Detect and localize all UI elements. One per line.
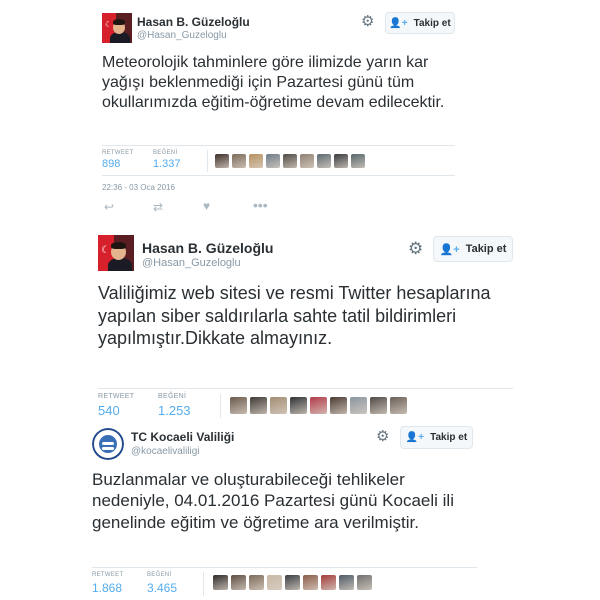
liker-avatar[interactable]: [290, 397, 307, 414]
like-count[interactable]: 3.465: [147, 581, 178, 595]
divider: [102, 175, 455, 176]
stats-separator: [207, 150, 208, 172]
retweet-label: RETWEET: [98, 393, 135, 400]
like-count[interactable]: 1.253: [158, 403, 191, 418]
liker-avatars: [215, 154, 365, 168]
liker-avatar[interactable]: [266, 154, 280, 168]
liker-avatar[interactable]: [357, 575, 372, 590]
follow-label: Takip et: [465, 243, 507, 255]
gear-icon[interactable]: ⚙: [361, 13, 375, 30]
author-handle[interactable]: @Hasan_Guzeloglu: [142, 257, 241, 269]
liker-avatar[interactable]: [270, 397, 287, 414]
divider: [98, 388, 513, 389]
author-name[interactable]: Hasan B. Güzeloğlu: [142, 240, 274, 256]
liker-avatar[interactable]: [267, 575, 282, 590]
liker-avatar[interactable]: [249, 575, 264, 590]
liker-avatar[interactable]: [283, 154, 297, 168]
follow-button[interactable]: [400, 426, 473, 449]
tweet-1: [95, 5, 465, 220]
retweet-icon[interactable]: ⇄: [153, 200, 164, 214]
retweet-count[interactable]: 1.868: [92, 581, 123, 595]
liker-avatar[interactable]: [230, 397, 247, 414]
retweet-label: RETWEET: [102, 150, 134, 156]
divider: [102, 145, 455, 146]
follow-user-icon: 👤+: [439, 243, 460, 256]
tweet-3: [85, 420, 485, 600]
like-label: BEĞENİ: [153, 150, 178, 156]
like-label: BEĞENİ: [147, 572, 172, 578]
gear-icon[interactable]: ⚙: [376, 428, 390, 445]
tweet-text: Buzlanmalar ve oluşturabileceği tehlikeler nedeniyle, 04.01.2016 Pazartesi günü Kocaeli ili genelinde eğitim ve öğretime ara verilmiştir.: [92, 470, 454, 532]
liker-avatar[interactable]: [339, 575, 354, 590]
liker-avatar[interactable]: [370, 397, 387, 414]
author-name[interactable]: Hasan B. Güzeloğlu: [137, 15, 250, 29]
tweet-text: Valiliğimiz web sitesi ve resmi Twitter hesaplarına yapılan siber saldırılarla sahte tatil bildirimleri yapılmıştır.Dikkate almayınız.: [98, 283, 491, 348]
liker-avatar[interactable]: [232, 154, 246, 168]
follow-button[interactable]: [385, 12, 455, 34]
reply-icon[interactable]: ↩: [104, 200, 115, 214]
author-name[interactable]: TC Kocaeli Valiliği: [131, 430, 235, 444]
author-avatar[interactable]: [98, 235, 134, 271]
stats-separator: [203, 572, 204, 596]
timestamp[interactable]: 22:36 - 03 Oca 2016: [102, 183, 175, 192]
liker-avatar[interactable]: [213, 575, 228, 590]
follow-label: Takip et: [413, 17, 451, 29]
retweet-count[interactable]: 898: [102, 158, 121, 170]
tweet-2: [90, 228, 520, 423]
more-icon[interactable]: •••: [253, 197, 268, 213]
like-icon[interactable]: ♥: [203, 199, 211, 213]
gear-icon[interactable]: ⚙: [408, 239, 424, 258]
retweet-label: RETWEET: [92, 572, 124, 578]
author-handle[interactable]: @kocaelivaliligi: [131, 446, 200, 457]
liker-avatar[interactable]: [250, 397, 267, 414]
tweet-text: Meteorolojik tahminlere göre ilimizde yarın kar yağışı beklenmediği için Pazartesi günü tüm okullarımızda eğitim-öğretime devam edilecektir.: [102, 54, 445, 111]
flag-star-icon: ☾: [101, 245, 110, 256]
liker-avatar[interactable]: [390, 397, 407, 414]
author-avatar[interactable]: [92, 428, 124, 460]
liker-avatar[interactable]: [317, 154, 331, 168]
like-label: BEĞENİ: [158, 393, 187, 400]
liker-avatar[interactable]: [310, 397, 327, 414]
liker-avatar[interactable]: [285, 575, 300, 590]
follow-user-icon: 👤+: [389, 17, 408, 29]
liker-avatar[interactable]: [350, 397, 367, 414]
liker-avatars: [213, 575, 372, 590]
liker-avatars: [230, 397, 407, 414]
liker-avatar[interactable]: [249, 154, 263, 168]
stats-separator: [220, 394, 221, 418]
follow-button[interactable]: [433, 236, 513, 262]
liker-avatar[interactable]: [321, 575, 336, 590]
like-count[interactable]: 1.337: [153, 158, 181, 170]
liker-avatar[interactable]: [351, 154, 365, 168]
author-avatar[interactable]: [102, 13, 132, 43]
liker-avatar[interactable]: [330, 397, 347, 414]
follow-label: Takip et: [430, 432, 468, 443]
liker-avatar[interactable]: [300, 154, 314, 168]
retweet-count[interactable]: 540: [98, 403, 120, 418]
flag-star-icon: ☾: [105, 20, 113, 29]
liker-avatar[interactable]: [231, 575, 246, 590]
liker-avatar[interactable]: [215, 154, 229, 168]
follow-user-icon: 👤+: [405, 432, 425, 443]
author-handle[interactable]: @Hasan_Guzeloglu: [137, 30, 227, 41]
divider: [92, 567, 477, 568]
liker-avatar[interactable]: [303, 575, 318, 590]
liker-avatar[interactable]: [334, 154, 348, 168]
